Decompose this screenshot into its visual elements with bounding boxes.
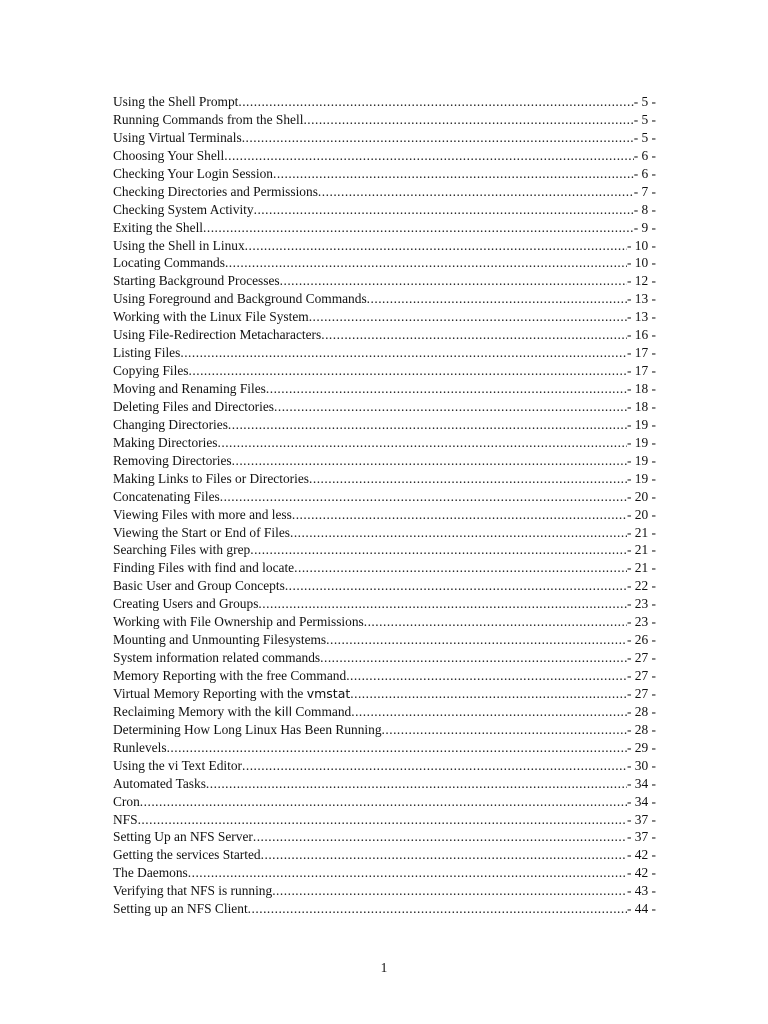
toc-entry-page: - 5 -: [633, 129, 656, 145]
toc-entry-page: - 29 -: [626, 739, 656, 755]
toc-entry-title: Cron: [113, 793, 140, 809]
toc-entry-title: Checking Directories and Permissions: [113, 183, 318, 199]
dot-leader: [180, 344, 627, 362]
toc-entry-page: - 19 -: [626, 434, 656, 450]
toc-entry-title: Memory Reporting with the free Command: [113, 668, 347, 683]
toc-entry-page: - 10 -: [626, 237, 656, 253]
toc-entry-page: - 17 -: [626, 363, 656, 379]
toc-entry-page: - 19 -: [626, 452, 656, 468]
toc-entry-title: Mounting and Unmounting Filesystems: [113, 632, 327, 648]
toc-entry: [113, 290, 656, 308]
toc-entry-title: Automated Tasks: [113, 775, 206, 791]
toc-entry-page: - 22 -: [626, 578, 656, 594]
toc-entry-page: - 13 -: [626, 309, 656, 325]
toc-entry-page: - 27 -: [626, 685, 656, 701]
toc-entry-page: - 42 -: [626, 865, 656, 881]
toc-entry-page: - 42 -: [626, 847, 656, 863]
dot-leader: [318, 183, 634, 201]
dot-leader: [140, 793, 627, 811]
toc-entry-page: - 19 -: [626, 470, 656, 486]
toc-entry: [113, 685, 656, 703]
toc-entry-title: Runlevels: [113, 739, 167, 755]
toc-entry-page: - 16 -: [626, 327, 656, 343]
toc-entry-title: Basic User and Group Concepts: [113, 578, 285, 594]
toc-entry: [113, 739, 656, 757]
toc-entry-title: Moving and Renaming Files: [113, 381, 266, 396]
toc-entry: [113, 452, 656, 470]
toc-entry-page: - 12 -: [626, 273, 656, 289]
toc-entry-page: - 34 -: [626, 775, 656, 791]
toc-entry: [113, 541, 656, 559]
toc-entry-page: - 13 -: [626, 291, 656, 307]
dot-leader: [225, 254, 627, 272]
toc-entry-title: Using File-Redirection Metacharacters: [113, 327, 322, 343]
toc-entry-page: - 43 -: [626, 883, 656, 899]
dot-leader: [290, 524, 627, 542]
toc-entry-page: - 17 -: [626, 345, 656, 361]
toc-entry-title: Starting Background Processes: [113, 273, 280, 289]
toc-entry: [113, 595, 656, 613]
dot-leader: [228, 416, 627, 434]
toc-entry: [113, 326, 656, 344]
toc-entry-title: Verifying that NFS is running: [113, 883, 273, 899]
toc-entry-page: - 27 -: [626, 668, 656, 683]
toc-entry: [113, 93, 656, 111]
command-name: kill: [274, 703, 293, 719]
dot-leader: [320, 649, 627, 667]
toc-entry-page: - 30 -: [626, 757, 656, 773]
toc-entry: [113, 864, 656, 882]
dot-leader: [220, 488, 627, 506]
toc-entry-page: - 10 -: [626, 255, 656, 271]
toc-entry-title: Working with File Ownership and Permissions: [113, 614, 364, 630]
toc-entry: [113, 506, 656, 524]
toc-entry: [113, 793, 656, 811]
toc-entry: [113, 703, 656, 721]
toc-entry-page: - 21 -: [626, 560, 656, 576]
dot-leader: [261, 846, 627, 864]
dot-leader: [321, 326, 627, 344]
toc-entry: [113, 380, 656, 398]
toc-entry-page: - 23 -: [626, 614, 656, 630]
toc-entry: [113, 757, 656, 775]
toc-entry: [113, 882, 656, 900]
dot-leader: [303, 111, 633, 129]
toc-entry-title: The Daemons: [113, 865, 188, 881]
dot-leader: [206, 775, 627, 793]
toc-entry: [113, 111, 656, 129]
toc-entry-title: Making Links to Files or Directories: [113, 470, 309, 486]
toc-entry-page: - 5 -: [633, 94, 656, 109]
toc-entry: [113, 667, 656, 685]
toc-entry-title: Viewing Files with more and less: [113, 506, 292, 522]
toc-entry-page: - 5 -: [633, 111, 656, 127]
toc-entry-page: - 44 -: [626, 901, 656, 917]
toc-entry-page: - 19 -: [626, 416, 656, 432]
toc-entry-title: Creating Users and Groups: [113, 596, 259, 612]
toc-entry-title: Checking System Activity: [113, 201, 254, 217]
toc-entry: [113, 201, 656, 219]
toc-entry-title: Working with the Linux File System: [113, 309, 309, 325]
toc-entry-title: Making Directories: [113, 434, 218, 450]
command-name: vmstat: [306, 685, 351, 701]
toc-entry: [113, 344, 656, 362]
dot-leader: [346, 667, 627, 685]
dot-leader: [367, 290, 627, 308]
dot-leader: [167, 739, 627, 757]
toc-entry-page: - 34 -: [626, 793, 656, 809]
dot-leader: [189, 362, 627, 380]
toc-entry-page: - 21 -: [626, 542, 656, 558]
toc-entry-title: Reclaiming Memory with the kill Command: [113, 703, 352, 719]
toc-entry: [113, 398, 656, 416]
toc-entry: [113, 183, 656, 201]
toc-entry: [113, 775, 656, 793]
toc-entry-title: NFS: [113, 811, 138, 827]
toc-entry-page: - 27 -: [626, 650, 656, 666]
toc-entry-title: Using Foreground and Background Commands: [113, 291, 367, 307]
toc-entry-title: Using Virtual Terminals: [113, 129, 242, 145]
toc-entry-page: - 18 -: [626, 381, 656, 396]
dot-leader: [272, 882, 627, 900]
toc-entry: [113, 631, 656, 649]
toc-entry: [113, 721, 656, 739]
toc-entry-title: Concatenating Files: [113, 488, 220, 504]
toc-entry: [113, 129, 656, 147]
dot-leader: [326, 631, 627, 649]
toc-entry: [113, 828, 656, 846]
toc-entry-title: Setting Up an NFS Server: [113, 829, 253, 845]
toc-entry-title: Exiting the Shell: [113, 219, 204, 235]
dot-leader: [309, 308, 627, 326]
toc-entry: [113, 649, 656, 667]
toc-entry-page: - 37 -: [626, 829, 656, 845]
dot-leader: [294, 559, 627, 577]
toc-entry-title: Using the Shell Prompt: [113, 94, 239, 109]
toc-entry-title: Listing Files: [113, 345, 181, 361]
toc-entry: [113, 416, 656, 434]
dot-leader: [188, 864, 627, 882]
toc-entry-title: Removing Directories: [113, 452, 232, 468]
toc-entry-page: - 20 -: [626, 488, 656, 504]
toc-entry: [113, 613, 656, 631]
dot-leader: [292, 506, 627, 524]
toc-entry-title: Determining How Long Linux Has Been Running: [113, 721, 382, 737]
dot-leader: [350, 685, 627, 703]
dot-leader: [273, 165, 634, 183]
toc-entry: [113, 470, 656, 488]
toc-entry-title: Virtual Memory Reporting with the vmstat: [113, 685, 351, 701]
dot-leader: [218, 434, 627, 452]
toc-entry-title: Running Commands from the Shell: [113, 111, 304, 127]
toc-entry: [113, 434, 656, 452]
toc-entry-page: - 6 -: [633, 147, 656, 163]
dot-leader: [364, 613, 627, 631]
toc-entry: [113, 237, 656, 255]
toc-entry-title: Locating Commands: [113, 255, 225, 271]
dot-leader: [242, 757, 627, 775]
toc-entry: [113, 524, 656, 542]
toc-entry-page: - 18 -: [626, 398, 656, 414]
dot-leader: [274, 398, 627, 416]
toc-entry: [113, 559, 656, 577]
dot-leader: [258, 595, 627, 613]
toc-entry-title: Using the vi Text Editor: [113, 757, 242, 773]
toc-entry: [113, 165, 656, 183]
toc-entry: [113, 577, 656, 595]
dot-leader: [309, 470, 627, 488]
dot-leader: [254, 201, 634, 219]
toc-entry-title: Finding Files with find and locate: [113, 560, 295, 576]
toc-entry-page: - 37 -: [626, 811, 656, 827]
page-number: 1: [380, 960, 388, 975]
toc-entry: [113, 362, 656, 380]
toc-entry-title: Copying Files: [113, 363, 189, 379]
toc-entry-title: Getting the services Started: [113, 847, 261, 863]
toc-entry-page: - 20 -: [626, 506, 656, 522]
dot-leader: [280, 272, 627, 290]
toc-entry-page: - 21 -: [626, 524, 656, 540]
toc-entry-page: - 6 -: [633, 165, 656, 181]
toc-entry-title: System information related commands: [113, 650, 321, 666]
toc-entry-page: - 9 -: [633, 219, 656, 235]
toc-entry: [113, 811, 656, 829]
toc-entry: [113, 900, 656, 918]
toc-entry-title: Deleting Files and Directories: [113, 398, 275, 414]
toc-entry-page: - 7 -: [633, 183, 656, 199]
toc-entry-title: Viewing the Start or End of Files: [113, 524, 290, 540]
toc-entry: [113, 488, 656, 506]
toc-entry: [113, 846, 656, 864]
toc-entry-title: Searching Files with grep: [113, 542, 251, 558]
table-of-contents: [113, 93, 656, 918]
dot-leader: [245, 237, 627, 255]
toc-entry-title: Using the Shell in Linux: [113, 237, 245, 253]
dot-leader: [232, 452, 627, 470]
dot-leader: [138, 811, 627, 829]
dot-leader: [382, 721, 627, 739]
toc-entry-title: Choosing Your Shell: [113, 147, 225, 163]
toc-entry-page: - 26 -: [626, 632, 656, 648]
toc-entry-title: Setting up an NFS Client: [113, 901, 248, 917]
toc-entry-page: - 28 -: [626, 721, 656, 737]
dot-leader: [266, 380, 627, 398]
dot-leader: [224, 147, 633, 165]
toc-entry: [113, 272, 656, 290]
dot-leader: [250, 541, 627, 559]
toc-entry-page: - 28 -: [626, 703, 656, 719]
toc-entry: [113, 219, 656, 237]
toc-entry-title: Checking Your Login Session: [113, 165, 273, 181]
dot-leader: [242, 129, 634, 147]
dot-leader: [203, 219, 634, 237]
toc-entry: [113, 147, 656, 165]
dot-leader: [285, 577, 627, 595]
toc-entry-page: - 8 -: [633, 201, 656, 217]
toc-entry-page: - 23 -: [626, 596, 656, 612]
dot-leader: [248, 900, 627, 918]
toc-entry: [113, 308, 656, 326]
toc-entry: [113, 254, 656, 272]
dot-leader: [351, 703, 627, 721]
dot-leader: [253, 828, 627, 846]
dot-leader: [238, 93, 633, 111]
toc-entry-title: Changing Directories: [113, 416, 228, 432]
